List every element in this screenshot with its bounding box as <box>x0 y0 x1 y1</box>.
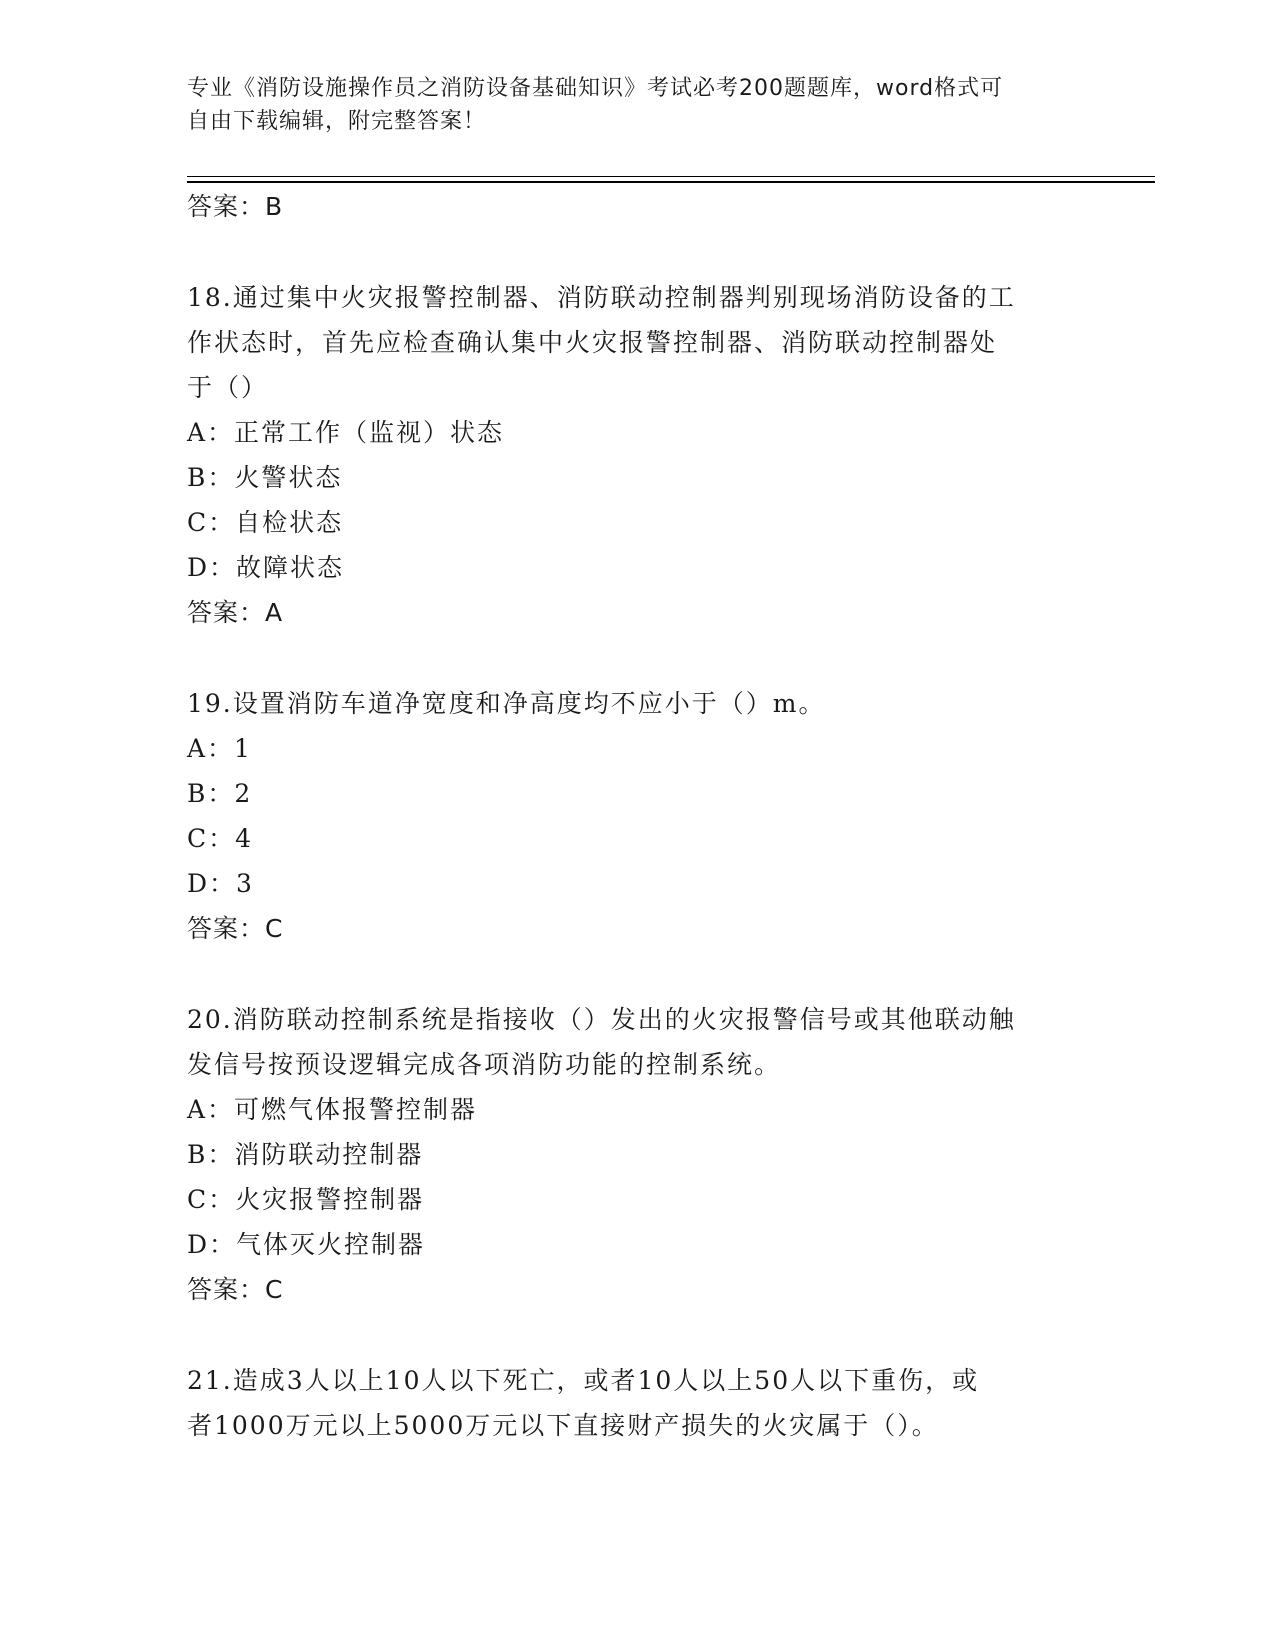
previous-answer: 答案：B <box>187 192 284 221</box>
question-18-answer: 答案：A <box>187 598 284 627</box>
question-19-line-1: 19.设置消防车道净宽度和净高度均不应小于（）m。 <box>187 689 826 718</box>
question-18-option-b: B：火警状态 <box>187 463 343 492</box>
question-20-option-d: D：气体灭火控制器 <box>187 1230 426 1259</box>
question-20-line-1: 20.消防联动控制系统是指接收（）发出的火灾报警信号或其他联动触 <box>187 1005 1016 1034</box>
question-18-line-2: 作状态时，首先应检查确认集中火灾报警控制器、消防联动控制器处 <box>187 328 998 357</box>
question-18-line-3: 于（） <box>187 373 269 402</box>
question-18-line-1: 18.通过集中火灾报警控制器、消防联动控制器判别现场消防设备的工 <box>187 283 1016 312</box>
question-20-option-a: A：可燃气体报警控制器 <box>187 1095 478 1124</box>
question-19-option-c: C：4 <box>187 824 254 853</box>
question-20-option-c: C：火灾报警控制器 <box>187 1185 425 1214</box>
question-18-option-c: C：自检状态 <box>187 508 344 537</box>
question-19-option-b: B：2 <box>187 779 253 808</box>
question-20-option-b: B：消防联动控制器 <box>187 1140 424 1169</box>
document-header <box>187 72 1067 138</box>
question-19-answer: 答案：C <box>187 914 284 943</box>
question-20-answer: 答案：C <box>187 1275 284 1304</box>
question-21-line-1: 21.造成3人以上10人以下死亡，或者10人以上50人以下重伤，或 <box>187 1366 980 1395</box>
header-rule-thick <box>187 181 1155 183</box>
question-20-line-2: 发信号按预设逻辑完成各项消防功能的控制系统。 <box>187 1050 782 1079</box>
question-19-option-a: A：1 <box>187 734 252 763</box>
header-line-2: 自由下载编辑，附完整答案！ <box>187 109 487 134</box>
header-rule-thin <box>187 176 1155 177</box>
question-18-option-d: D：故障状态 <box>187 553 345 582</box>
question-18-option-a: A：正常工作（监视）状态 <box>187 418 505 447</box>
question-19-option-d: D：3 <box>187 869 254 898</box>
question-21-line-2: 者1000万元以上5000万元以下直接财产损失的火灾属于（）。 <box>187 1411 939 1440</box>
header-line-1: 专业《消防设施操作员之消防设备基础知识》考试必考200题题库，word格式可 <box>187 76 1004 101</box>
